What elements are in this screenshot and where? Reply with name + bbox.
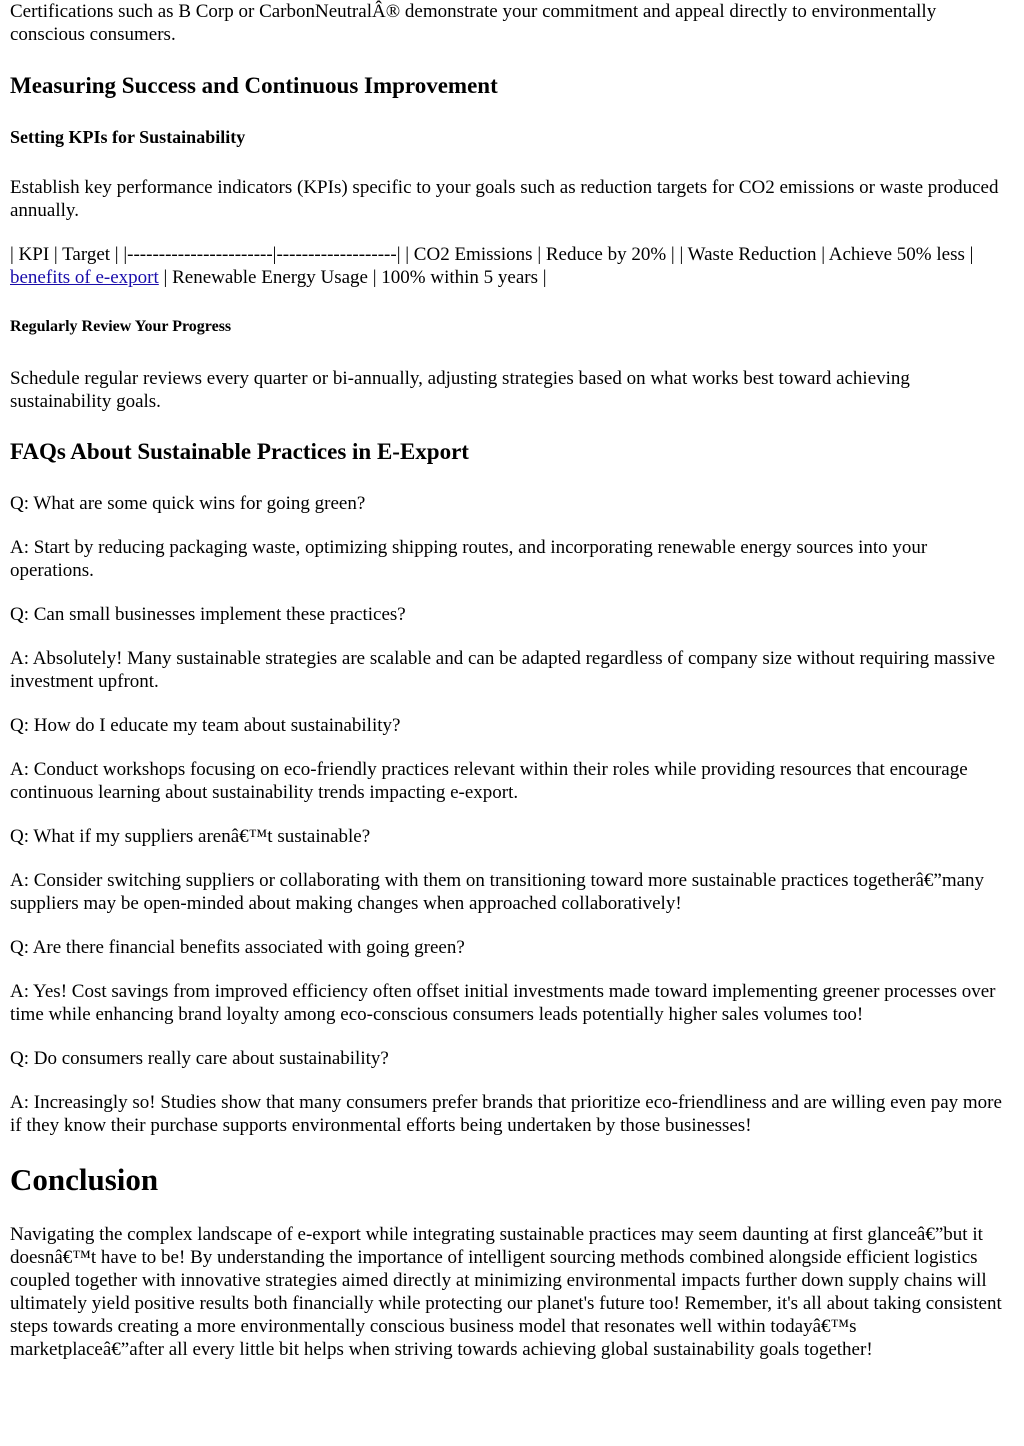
faq-question: Q: Are there financial benefits associated with going green?: [10, 937, 465, 958]
faq-answer: A: Absolutely! Many sustainable strategies are scalable and can be adapted regardless of company size without requiring massive investment upfront.: [10, 648, 996, 692]
kpi-table-text-before: | KPI | Target | |-----------------------|-------------------| | CO2 Emissions | Reduce by 20% | | Waste Reduction | Achieve 50% less |: [10, 244, 974, 265]
faq-question: Q: How do I educate my team about sustainability?: [10, 715, 401, 736]
benefits-of-e-export-link[interactable]: benefits of e-export: [10, 267, 159, 288]
review-paragraph: Schedule regular reviews every quarter or bi-annually, adjusting strategies based on what works best toward achieving sustainability goals.: [10, 368, 910, 412]
faq-answer: A: Conduct workshops focusing on eco-friendly practices relevant within their roles while providing resources that encourage continuous learning about sustainability trends impacting e-export.: [10, 759, 968, 803]
faq-answer: A: Increasingly so! Studies show that many consumers prefer brands that prioritize eco-friendliness and are willing even pay more if they know their purchase supports environmental efforts being undertaken by those businesses!: [10, 1092, 1002, 1136]
faq-answer: A: Start by reducing packaging waste, optimizing shipping routes, and incorporating renewable energy sources into your operations.: [10, 537, 928, 581]
faq-list: [10, 492, 1014, 1137]
faq-answer: A: Consider switching suppliers or collaborating with them on transitioning toward more sustainable practices togetherâ€”many suppliers may be open-minded about making changes when approached collaboratively!: [10, 870, 985, 914]
faq-question: Q: What are some quick wins for going green?: [10, 493, 366, 514]
faq-question: Q: Can small businesses implement these practices?: [10, 604, 406, 625]
conclusion-heading: Conclusion: [10, 1162, 159, 1197]
kpi-paragraph: Establish key performance indicators (KPIs) specific to your goals such as reduction targets for CO2 emissions or waste produced annually.: [10, 177, 999, 221]
intro-paragraph: Certifications such as B Corp or CarbonNeutralÂ® demonstrate your commitment and appeal directly to environmentally conscious consumers.: [10, 1, 937, 45]
setting-kpis-heading: Setting KPIs for Sustainability: [10, 127, 246, 147]
kpi-table-text-after: | Renewable Energy Usage | 100% within 5 years |: [158, 267, 547, 288]
review-progress-heading: Regularly Review Your Progress: [10, 318, 232, 335]
faqs-heading: FAQs About Sustainable Practices in E-Export: [10, 439, 469, 464]
measuring-success-heading: Measuring Success and Continuous Improvement: [10, 73, 498, 98]
kpi-table-text: [10, 243, 1014, 289]
conclusion-paragraph: Navigating the complex landscape of e-export while integrating sustainable practices may seem daunting at first glanceâ€”but it doesnâ€™t have to be! By understanding the importance of intelligent sourcing methods combined alongside efficient logistics coupled together with innovative strategies aimed directly at minimizing environmental impacts further down supply chains will ultimately yield positive results both financially while protecting our planet's future too! Remember, it's all about taking consistent steps towards creating a more environmentally conscious business model that resonates well within todayâ€™s marketplaceâ€”after all every little bit helps when striving towards achieving global sustainability goals together!: [10, 1224, 1002, 1360]
faq-question: Q: What if my suppliers arenâ€™t sustainable?: [10, 826, 371, 847]
faq-question: Q: Do consumers really care about sustainability?: [10, 1048, 389, 1069]
faq-answer: A: Yes! Cost savings from improved efficiency often offset initial investments made toward implementing greener processes over time while enhancing brand loyalty among eco-conscious consumers leads potentially higher sales volumes too!: [10, 981, 996, 1025]
